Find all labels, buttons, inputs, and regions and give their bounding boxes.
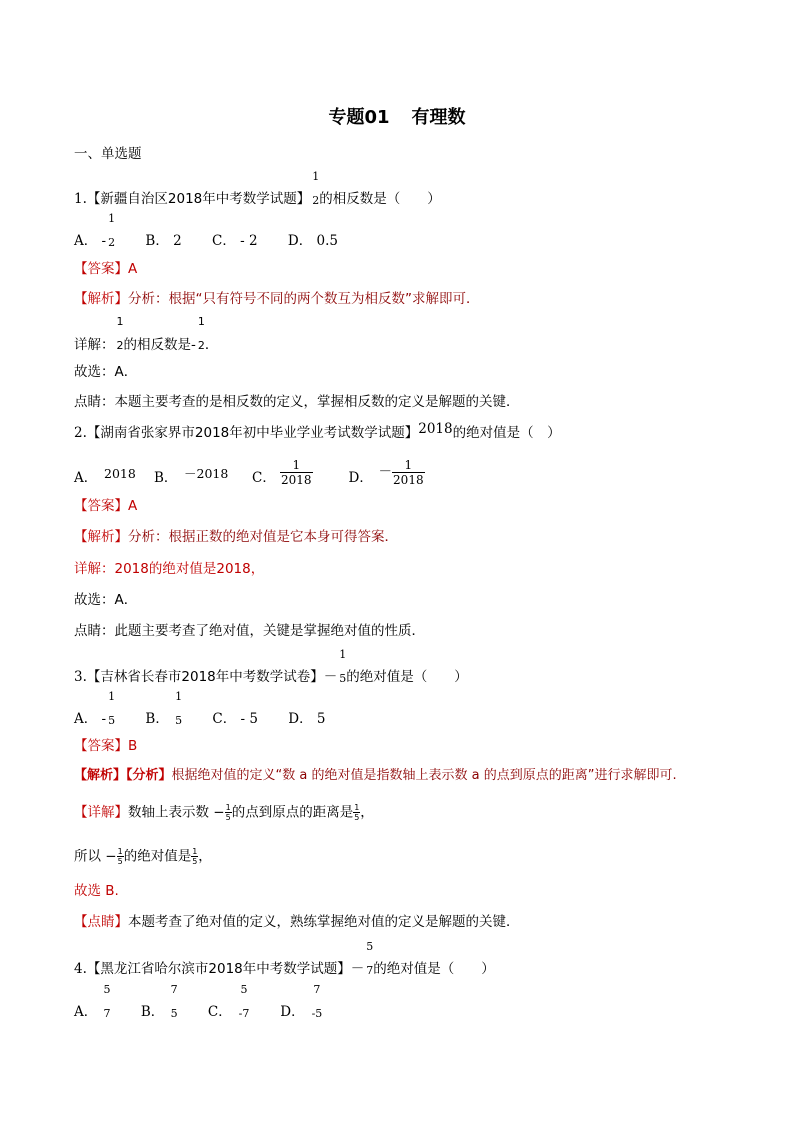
option-2b: －2018 — [184, 466, 229, 481]
option-3c: C． - 5 — [212, 711, 258, 727]
question-1-fraction: 1 2 — [312, 169, 320, 207]
answer-1: 【答案】A — [74, 261, 138, 277]
question-3-stem: 3.【吉林省长春市2018年中考数学试卷】－ 1 5 的绝对值是（ ） — [74, 647, 468, 685]
option-2d: $\frac{1}{2018}$ — [393, 458, 424, 487]
analysis-1: 【解析】分析：根据“只有符号不同的两个数互为相反数”求解即可． — [74, 291, 480, 307]
choose-3: 故选 B. — [74, 883, 119, 899]
choose-2: 故选：A． — [74, 592, 138, 608]
analysis-3: 【解析】【分析】根据绝对值的定义“数 a 的绝对值是指数轴上表示数 a 的点到原点的距离”进行求解即可. — [74, 768, 677, 783]
option-1c: C． - 2 — [212, 233, 258, 249]
option-1d: D． 0.5 — [287, 233, 338, 249]
question-4-options — [74, 982, 349, 1022]
question-4-source: 【黑龙江省哈尔滨市2018年中考数学试题】 — [86, 961, 351, 977]
section-heading: 一、单选题 — [74, 146, 142, 162]
comment-3: 【点睛】本题考查了绝对值的定义，熟练掌握绝对值的定义是解题的关键． — [74, 914, 520, 930]
detail-2: 详解：2018的绝对值是2018， — [74, 561, 265, 577]
option-4b: B． 7 5 — [140, 982, 178, 1020]
comment-1: 点睛：本题主要考查的是相反数的定义，掌握相反数的定义是解题的关键． — [74, 394, 520, 410]
option-3d: D． 5 — [288, 711, 326, 727]
option-2c: $\frac{1}{2018}$ — [281, 458, 312, 487]
question-1-stem: 1.【新疆自治区2018年中考数学试题】 1 2 的相反数是（ ） — [74, 169, 441, 207]
question-1-source: 【新疆自治区2018年中考数学试题】 — [86, 191, 311, 207]
comment-2: 点睛：此题主要考查了绝对值，关键是掌握绝对值的性质． — [74, 623, 425, 639]
detail-3: 【详解】数轴上表示数 − $\frac{1}{5}$ 的点到原点的距离是 $\frac{1}{5}$ ， — [74, 803, 374, 822]
question-4-stem: 4.【黑龙江省哈尔滨市2018年中考数学试题】－ 5 7 的绝对值是（ ） — [74, 939, 495, 977]
question-2-source: 【湖南省张家界市2018年初中毕业学业考试数学试题】 — [86, 425, 419, 441]
option-4c: C． 5 -7 — [207, 982, 250, 1020]
option-3b: B． 1 5 — [145, 689, 183, 727]
answer-3: 【答案】B — [74, 738, 138, 754]
question-3-source: 【吉林省长春市2018年中考数学试卷】 — [86, 669, 324, 685]
question-1-options — [74, 211, 364, 251]
option-4a: A． 5 7 — [74, 982, 111, 1020]
so-3: 所以 − $\frac{1}{5}$ 的绝对值是 $\frac{1}{5}$ ， — [74, 847, 212, 866]
option-4d: D． 7 -5 — [280, 982, 323, 1020]
option-1b: B． 2 — [145, 233, 182, 249]
analysis-2: 【解析】分析：根据正数的绝对值是它本身可得答案． — [74, 529, 398, 545]
option-2a: 2018 — [104, 466, 136, 481]
question-2-options: A． 2018 B． －2018 C． $\frac{1}{2018}$ D． － $\frac{1}{2018}$ — [74, 458, 424, 487]
question-3-options — [74, 689, 352, 729]
choose-1: 故选：A． — [74, 364, 138, 380]
title-main: 专题01 — [328, 107, 390, 128]
option-3a: A． - 1 5 — [74, 689, 116, 727]
detail-1: 详解： 1 2 的相反数是- 1 2 ． — [74, 315, 219, 353]
title-sub: 有理数 — [411, 107, 466, 128]
answer-2: 【答案】A — [74, 498, 138, 514]
page-title — [0, 103, 794, 129]
option-1a: A． - 1 2 — [74, 211, 116, 249]
question-2-stem: 2.【湖南省张家界市2018年初中毕业学业考试数学试题】2018的绝对值是（ ） — [74, 421, 561, 441]
